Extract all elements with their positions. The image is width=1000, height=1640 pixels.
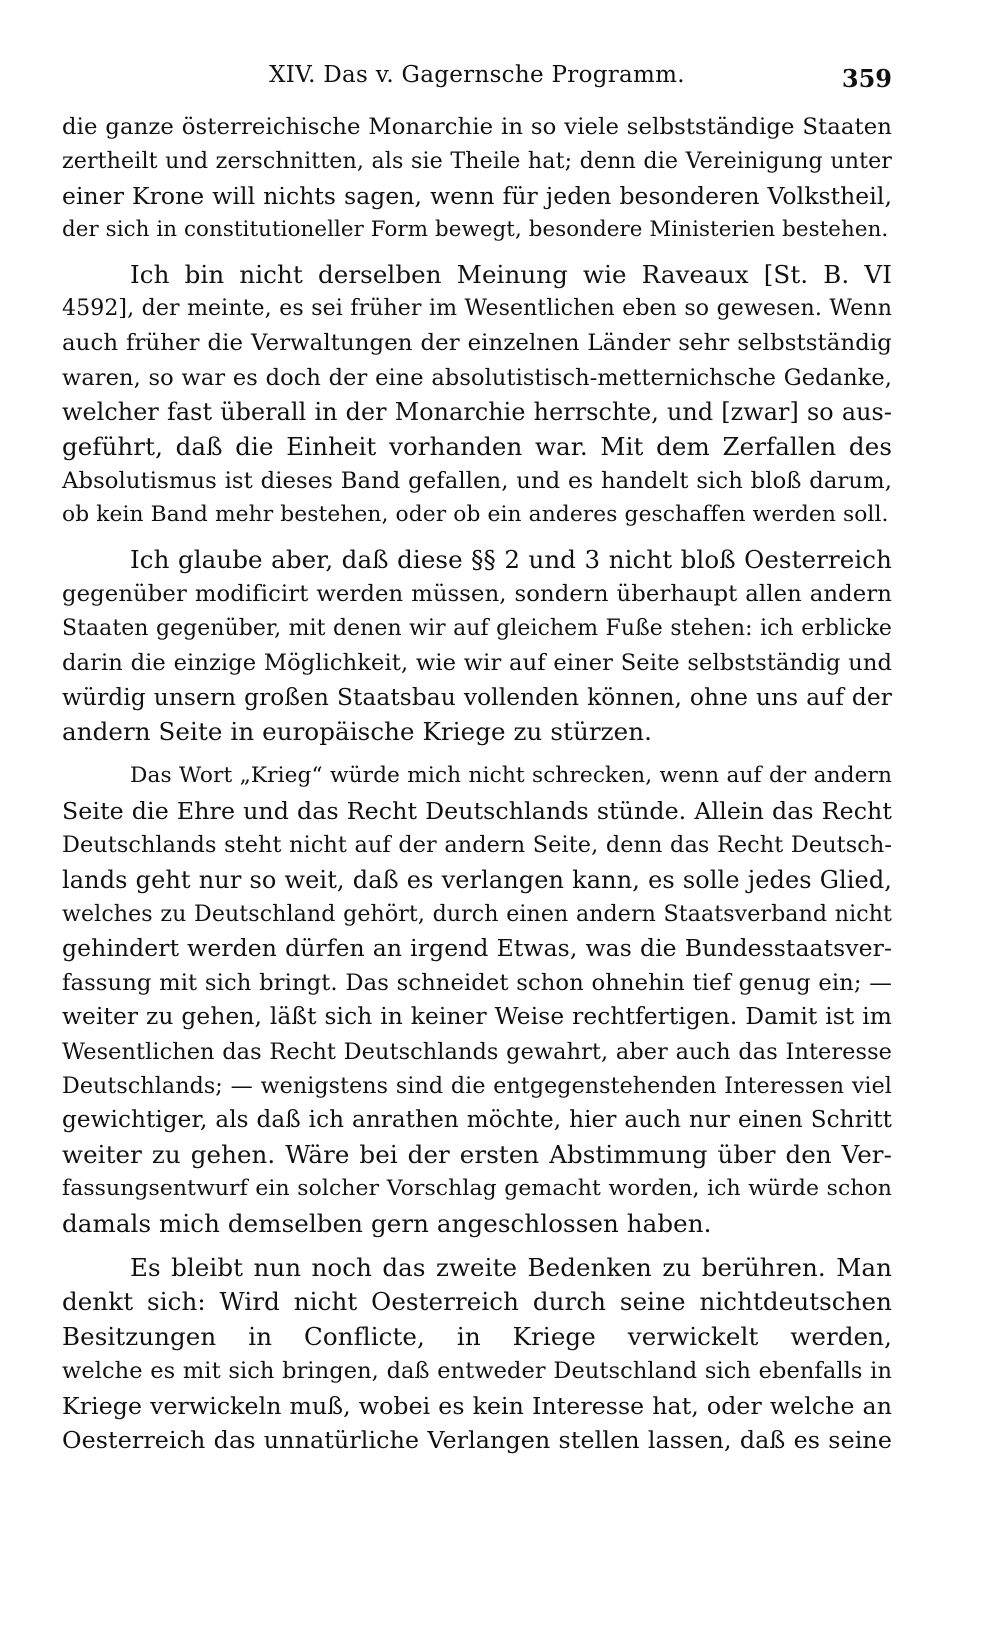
text-line: Es bleibt nun noch das zweite Bedenken zu berühren. Man xyxy=(130,1253,892,1282)
text-line: einer Krone will nichts sagen, wenn für jeden besonderen Volkstheil, xyxy=(62,181,892,210)
text-line: geführt, daß die Einheit vorhanden war. Mit dem Zerfallen des xyxy=(62,431,892,461)
paragraph-1 xyxy=(62,110,892,248)
text-line: denkt sich: Wird nicht Oesterreich durch seine nichtdeutschen xyxy=(62,1287,892,1317)
text-line: 4592], der meinte, es sei früher im Wesentlichen eben so gewesen. Wenn xyxy=(62,296,892,322)
page-number: 359 xyxy=(841,64,892,93)
paragraph-2 xyxy=(62,258,892,533)
text-line: der sich in constitutioneller Form bewegt, besondere Ministerien bestehen. xyxy=(62,217,889,243)
text-line: welches zu Deutschland gehört, durch einen andern Staatsverband nicht xyxy=(62,900,892,927)
text-line: fassungsentwurf ein solcher Vorschlag gemacht worden, ich würde schon xyxy=(62,1176,892,1202)
text-line: Kriege verwickeln muß, wobei es kein Interesse hat, oder welche an xyxy=(62,1391,892,1420)
text-line: die ganze österreichische Monarchie in so viele selbstständige Staaten xyxy=(62,114,892,140)
text-line: weiter zu gehen. Wäre bei der ersten Abstimmung über den Ver- xyxy=(62,1139,892,1169)
text-line: gegenüber modificirt werden müssen, sondern überhaupt allen andern xyxy=(62,581,892,608)
text-line: gewichtiger, als daß ich anrathen möchte, hier auch nur einen Schritt xyxy=(62,1107,892,1134)
text-line: welcher fast überall in der Monarchie herrschte, und [zwar] so aus- xyxy=(62,398,892,427)
paragraph-3 xyxy=(62,543,892,749)
text-line: Wesentlichen das Recht Deutschlands gewahrt, aber auch das Interesse xyxy=(62,1038,892,1065)
text-line: Ich bin nicht derselben Meinung wie Raveaux [St. B. VI xyxy=(130,259,892,289)
text-line: damals mich demselben gern angeschlossen haben. xyxy=(62,1208,712,1238)
text-line: Deutschlands steht nicht auf der andern Seite, denn das Recht Deutsch- xyxy=(62,832,892,859)
text-line: Das Wort „Krieg“ würde mich nicht schrecken, wenn auf der andern xyxy=(130,763,892,789)
paragraph-4 xyxy=(62,759,892,1241)
text-line: weiter zu gehen, läßt sich in keiner Weise rechtfertigen. Damit ist im xyxy=(62,1003,892,1031)
paragraph-5 xyxy=(62,1251,892,1457)
body-text xyxy=(62,110,892,1457)
text-line: gehindert werden dürfen an irgend Etwas, was die Bundesstaatsver- xyxy=(62,934,892,963)
text-line: Oesterreich das unnatürliche Verlangen stellen lassen, daß es seine xyxy=(62,1426,892,1455)
text-line: zertheilt und zerschnitten, als sie Theile hat; denn die Vereinigung unter xyxy=(62,148,892,175)
text-line: welche es mit sich bringen, daß entweder Deutschland sich ebenfalls in xyxy=(62,1358,892,1385)
text-line: lands geht nur so weit, daß es verlangen kann, es solle jedes Glied, xyxy=(62,865,892,894)
text-line: Besitzungen in Conflicte, in Kriege verwickelt werden, xyxy=(62,1321,892,1351)
text-line: darin die einzige Möglichkeit, wie wir auf einer Seite selbstständig und xyxy=(62,650,892,677)
text-line: ob kein Band mehr bestehen, oder ob ein anderes geschaffen werden soll. xyxy=(62,502,889,528)
text-line: würdig unsern großen Staatsbau vollenden können, ohne uns auf der xyxy=(62,683,892,711)
text-line: fassung mit sich bringt. Das schneidet schon ohnehin tief genug ein; — xyxy=(62,969,892,996)
text-line: auch früher die Verwaltungen der einzelnen Länder sehr selbstständig xyxy=(62,330,892,357)
running-head xyxy=(62,56,892,96)
text-line: Seite die Ehre und das Recht Deutschlands stünde. Allein das Recht xyxy=(62,796,892,825)
book-page xyxy=(62,56,892,1467)
chapter-title: XIV. Das v. Gagernsche Programm. xyxy=(269,62,685,88)
text-line: waren, so war es doch der eine absolutistisch-metternichsche Gedanke, xyxy=(62,364,892,391)
text-line: andern Seite in europäische Kriege zu stürzen. xyxy=(62,716,653,746)
text-line: Ich glaube aber, daß diese §§ 2 und 3 nicht bloß Oesterreich xyxy=(130,544,892,574)
text-line: Deutschlands; — wenigstens sind die entgegenstehenden Interessen viel xyxy=(62,1072,892,1099)
text-line: Staaten gegenüber, mit denen wir auf gleichem Fuße stehen: ich erblicke xyxy=(62,615,892,641)
text-line: Absolutismus ist dieses Band gefallen, und es handelt sich bloß darum, xyxy=(62,468,892,495)
